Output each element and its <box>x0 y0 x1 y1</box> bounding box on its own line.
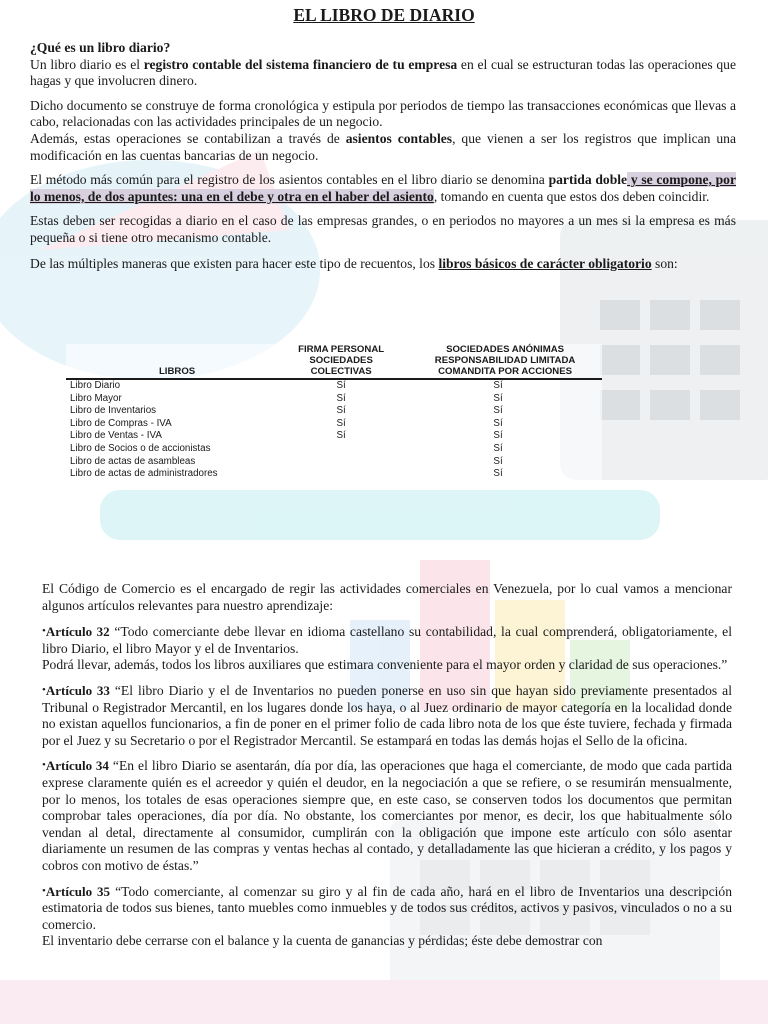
table-row <box>66 468 602 481</box>
articles-section <box>42 581 732 950</box>
bullet-icon: • <box>42 759 46 772</box>
article-text: “En el libro Diario se asentarán, día por día, las operaciones que haga el comerciante, de modo que cada partida exprese claramente quién es el acreedor y quién el deudor, en la negociación a que se refiere, o se resumirán mensualmente, por lo menos, los totales de esas operaciones siempre que, en este caso, se conserven todos los documentos que permitan comprobar tales operaciones, día por día. No obstante, los comerciantes por menor, es decir, los que habitualmente sólo vendan al detal, directamente al consumidor, cumplirán con la obligación que impone este artículo con sólo asentar diariamente un resumen de las compras y ventas hechas al contado, y detalladamente las que hicieran a crédito, y los pagos y cobros con motivo de éstas.” <box>42 758 732 873</box>
text-span: De las múltiples maneras que existen para hacer este tipo de recuentos, los <box>30 255 439 271</box>
table-header-row <box>66 344 602 379</box>
article-label: Artículo 33 <box>45 682 110 698</box>
question-heading: ¿Qué es un libro diario? <box>30 40 171 55</box>
requirement-cell: Sí <box>336 417 346 429</box>
text-span: , que vienen a ser los registros que implican una modificación en las cuentas bancarias de un negocio. <box>30 130 737 163</box>
article-32 <box>42 623 732 674</box>
table-row <box>66 393 602 406</box>
article-text: Podrá llevar, además, todos los libros auxiliares que estimara conveniente para el mayor orden y claridad de sus operaciones.” <box>42 657 728 673</box>
requirement-cell <box>288 443 394 456</box>
article-label: Artículo 35 <box>45 883 110 899</box>
requirement-cell: Sí <box>336 405 346 417</box>
books-table <box>66 344 602 481</box>
text-span: El método más común para el registro de los asientos contables en el libro diario se denomina <box>30 172 549 188</box>
page-title: EL LIBRO DE DIARIO <box>293 5 475 25</box>
article-text: “Todo comerciante debe llevar en idioma castellano su contabilidad, la cual comprenderá, obligatoriamente, el libro Diario, el libro Mayor y el de Inventarios. <box>42 624 732 656</box>
bold-span: partida doble <box>548 172 628 188</box>
paragraph-codigo-comercio: El Código de Comercio es el encargado de regir las actividades comerciales en Venezuela, por lo cual vamos a mencionar algunos artículos relevantes para nuestro aprendizaje: <box>42 581 732 613</box>
book-name-cell: Libro de Compras - IVA <box>70 417 172 429</box>
article-text: “El libro Diario y el de Inventarios no pueden ponerse en uso sin que hayan sido previamente presentados al Tribunal o Registrador Mercantil, en los lugares donde los haya, o al Juez ordinario de mayor categoría en la localidad donde no existan aquellos funcionarios, a fin de poner en el primer folio de cada libro nota de los que éste tuviere, fechada y firmada por el Juez y su Secretario o por el Registrador Mercantil. Se estampará en todas las demás hojas el Sello de la oficina. <box>42 682 732 748</box>
requirement-cell: Sí <box>493 405 503 417</box>
requirement-cell: Sí <box>493 380 503 391</box>
requirement-cell: Sí <box>493 468 503 480</box>
article-text: “Todo comerciante, al comenzar su giro y al fin de cada año, hará en el libro de Inventarios una descripción estimatoria de todos sus bienes, tanto muebles como inmuebles y de todos sus créditos, activos y pasivos, vinculados o no a su comercio. <box>42 883 732 932</box>
article-33 <box>42 682 732 749</box>
requirement-cell: Sí <box>493 455 503 467</box>
text-span: en el cual se estructuran todas las operaciones que hagas y que involucren dinero. <box>30 56 736 89</box>
requirement-cell <box>288 456 394 469</box>
bold-underlined-span: y se compone, por lo menos, de dos apuntes: una en el debe y otra en el haber del asiento <box>30 172 737 204</box>
bold-underlined-span: libros básicos de carácter obligatorio <box>438 255 652 271</box>
requirement-cell: Sí <box>493 417 503 429</box>
paragraph-frequency: Estas deben ser recogidas a diario en el caso de las empresas grandes, o en periodos no mayores a un mes si la empresa es más pequeña o si tiene otro mecanismo contable. <box>30 213 736 245</box>
book-name-cell: Libro de Socios o de accionistas <box>70 442 211 454</box>
bold-span: registro contable del sistema financiero de tu empresa <box>143 56 458 72</box>
requirement-cell: Sí <box>336 380 346 391</box>
paragraph-chronology: Dicho documento se construye de forma cronológica y estipula por periodos de tiempo las transacciones económicas que llevas a cabo, relacionadas con las actividades principales de un negocio. <box>30 97 736 130</box>
requirement-cell <box>288 468 394 481</box>
header-firma-personal: FIRMA PERSONAL SOCIEDADES COLECTIVAS <box>288 344 394 379</box>
bullet-icon: • <box>42 683 46 696</box>
book-name-cell: Libro Mayor <box>70 392 122 404</box>
bullet-icon: • <box>42 884 46 897</box>
book-name-cell: Libro de Inventarios <box>70 405 157 417</box>
text-span: , tomando en cuenta que estos dos deben coincidir. <box>433 188 710 204</box>
paragraph-asientos <box>30 131 736 164</box>
table-row <box>66 405 602 418</box>
paragraph-partida-doble <box>30 172 736 205</box>
article-34 <box>42 757 732 874</box>
article-label: Artículo 32 <box>45 624 110 640</box>
table-row <box>66 443 602 456</box>
book-name-cell: Libro de actas de administradores <box>70 468 218 480</box>
article-35 <box>42 883 732 950</box>
intro-section <box>30 40 736 272</box>
text-span: Un libro diario es el <box>30 56 144 72</box>
book-name-cell: Libro de actas de asambleas <box>70 455 196 467</box>
article-label: Artículo 34 <box>45 758 109 774</box>
table-row <box>66 456 602 469</box>
paragraph-books-intro <box>30 256 736 273</box>
requirement-cell: Sí <box>336 430 346 442</box>
book-name-cell: Libro de Ventas - IVA <box>70 430 162 442</box>
bold-span: asientos contables <box>345 130 453 146</box>
requirement-cell: Sí <box>336 392 346 404</box>
table-row <box>66 379 602 393</box>
table-row <box>66 430 602 443</box>
text-span: Además, estas operaciones se contabilizan a través de <box>30 130 346 146</box>
text-span: son: <box>651 255 678 271</box>
book-name-cell: Libro Diario <box>70 380 121 391</box>
header-sociedades-anonimas: SOCIEDADES ANÓNIMAS RESPONSABILIDAD LIMITADA COMANDITA POR ACCIONES <box>394 344 602 379</box>
header-libros: LIBROS <box>66 344 288 379</box>
bullet-icon: • <box>42 625 46 638</box>
requirement-cell: Sí <box>493 392 503 404</box>
table-row <box>66 418 602 431</box>
requirement-cell: Sí <box>493 430 503 442</box>
paragraph-definition <box>30 57 736 90</box>
article-text: El inventario debe cerrarse con el balance y la cuenta de ganancias y pérdidas; éste debe demostrar con <box>42 933 603 949</box>
requirement-cell: Sí <box>493 442 503 454</box>
